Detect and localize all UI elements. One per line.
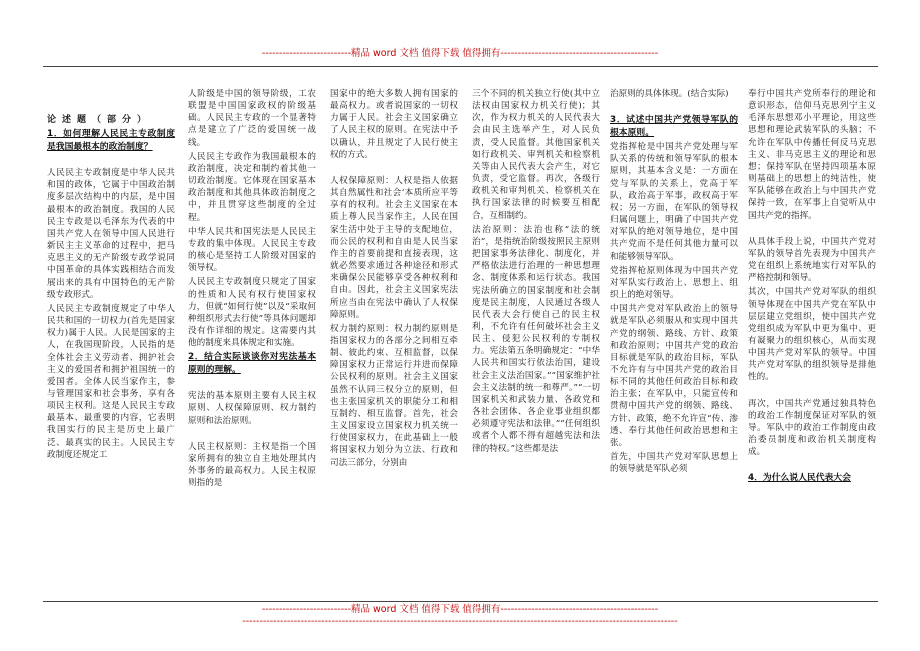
column-1 bbox=[47, 88, 175, 600]
paragraph: 党指挥枪是中国共产党处理与军队关系的传统和领导军队的根本原则，其基本含义是：一方面在党与军队的关系上，党高于军队，政治高于军事，政权高于军权；另一方面，在军队的领导权归属问题上，明确了中国共产党对军队的绝对领导地位，是中国共产党而不是任何其他力量可以和能够领导军队。 bbox=[610, 142, 738, 262]
bottom-banner: --------------------------精品 word 文档 值得下载 值得拥有---------------------------------------------- bbox=[261, 604, 659, 615]
spacer bbox=[188, 429, 316, 441]
spacer bbox=[47, 155, 175, 167]
paragraph: 人民民主专政制度是中华人民共和国的政体，它属于中国政治制度多层次结构中的内层，是中国最根本的政治制度。我国的人民民主专政是以毛泽东为代表的中国共产党人在领导中国人民进行新民主主义革命的过程中，把马克思主义的无产阶级专政学说同中国革命的具体实践相结合而发展出来的具有中国特色的无产阶级专政形式。 bbox=[47, 168, 175, 300]
paragraph: 人民民主专政作为我国最根本的政治制度，决定和制约着其他一切政治制度。它体现在国家基本政治制度和其他具体政治制度之中，并且贯穿这些制度的全过程。 bbox=[188, 151, 316, 223]
paragraph: 法治原则：法治也称“法的统治”，是指统治阶级按照民主原则把国家事务法律化、制度化，并严格依法进行治理的一种思想理念、制度体系和运行状态。我国宪法所确立的国家制度和社会制度是民主制度，人民通过各级人民代表大会行使自己的民主权利，不允许有任何破坏社会主义民主、侵犯公民权利的专制权力。宪法第五条明确规定：“中华人民共和国实行依法治国，建设社会主义法治国家。”“国家维护社会主义法制的统一和尊严。”“一切国家机关和武装力量、各政党和各社会团体、各企业事业组织都必须遵守宪法和法律。”“任何组织或者个人都不得有超越宪法和法律的特权。”这些都是法 bbox=[472, 224, 600, 454]
spacer bbox=[188, 378, 316, 390]
question-heading: 1．如何理解人民民主专政制度是我国最根本的政治制度？ bbox=[47, 129, 175, 152]
paragraph: 首先，中国共产党对军队思想上的领导就是军队必须 bbox=[610, 452, 738, 475]
paragraph: 三个不同的机关独立行使(其中立法权由国家权力机关行使)；其次，作为权力机关的人民代表大会由民主选举产生，对人民负责，受人民监督。其他国家机关如行政机关、审判机关和检察机关等由人民代表大会产生，对它负责，受它监督。再次，各级行政机关和审判机关、检察机关在执行国家法律的时候要互相配合，互相制约。 bbox=[472, 89, 600, 221]
paragraph: 人权保障原则：人权是指人依据其自然属性和社会‘本质所应平等享有的权利。社会主义国家在本质上尊人民当家作主，人民在国家生活中处于主导的支配地位，而公民的权利和自由是人民当家作主的首要前提和直接表现，这就必然要求通过各种途径和形式来确保公民能够享受各种权利和自由。因此，社会主义国家宪法所应当由在宪法中确认了人权保障原则。 bbox=[330, 175, 458, 320]
paragraph: 人阶级是中国的领导阶级，工农联盟是中国国家政权的阶级基础。人民民主专政的一个显著特点是建立了广泛的爱国统一战线。 bbox=[188, 89, 316, 148]
paragraph: 其次，中国共产党对军队的组织领导体现在中国共产党在军队中层层建立党组织，使中国共产党党组织成为军队中更为集中、更有凝聚力的组织核心，从而实现中国共产党对军队的领导。中国共产党对军队的组织领导是排他性的。 bbox=[748, 287, 876, 383]
paragraph: 再次，中国共产党通过独具特色的政治工作制度保证对军队的领导。军队中的政治工作制度由政治委员制度和政治机关制度构成。 bbox=[748, 398, 876, 458]
spacer bbox=[748, 460, 876, 472]
spacer bbox=[330, 163, 458, 175]
bottom-dash-line: ------------------------------------------------------------------------------------------------------------------------------- bbox=[242, 616, 678, 627]
paragraph: 中华人民共和国宪法是人民民主专政的集中体现。人民民主专政的核心是坚持工人阶级对国家的领导权。 bbox=[188, 226, 316, 274]
paragraph: 国家中的绝大多数人拥有国家的最高权力。或者说国家的一切权力属于人民。社会主义国家确立了人民主权的原则。在宪法中予以确认，并且规定了人民行使主权的方式。 bbox=[330, 89, 458, 160]
column-4 bbox=[472, 88, 600, 600]
question-heading: 2．结合实际谈谈你对宪法基本原则的理解。 bbox=[188, 352, 316, 375]
column-3 bbox=[330, 88, 458, 600]
column-6 bbox=[748, 88, 876, 600]
paragraph: 治原则的具体体现。(结合实际) bbox=[610, 89, 729, 99]
paragraph: 人民民主专政制度规定了中华人民共和国的一切权力(首先是国家权力)属于人民。人民是国家的主人，在我国现阶段，人民指的是全体社会主义劳动者、拥护社会主义的爱国者和拥护祖国统一的爱国者。全体人民当家作主，参与管理国家和社会事务，享有各项民主权利。这是人民民主专政最基本、最重要的内容，它表明我国实行的民主是历史上最广泛、最真实的民主。人民民主专政制度还规定工 bbox=[47, 303, 175, 460]
paragraph: 权力制约原则：权力制约原则是指国家权力的各部分之间相互牵制、彼此约束、互相监督，以保障国家权力正常运行并进而保障公民权利的原则。社会主义国家虽然不认同三权分立的原则，但也主张国家机关的职能分工和相互制约、相互监督。首先，社会主义国家设立国家权力机关统一行使国家权力，在此基础上一般将国家权力划分为立法、行政和司法三部分，分别由 bbox=[330, 323, 458, 468]
paragraph: 党指挥枪原则体现为中国共产党对军队实行政治上、思想上、组织上的绝对领导。 bbox=[610, 265, 738, 301]
paragraph: 中国共产党对军队政治上的领导就是军队必须服从和实现中国共产党的纲领、路线、方针、政策和政治原则；中国共产党的政治目标就是军队的政治目标，军队不允许有与中国共产党的政治目标不同的其他任何政治目标和政治主张；在军队中，只能宣传和贯彻中国共产党的纲领、路线、方针、政策，绝不允许宣“传、渗透、奉行其他任何政治思想和主张。 bbox=[610, 304, 738, 448]
paragraph: 人民主权原则：主权是指一个国家所拥有的独立自主地处理其内外事务的最高权力。人民主权原则指的是 bbox=[188, 441, 316, 489]
paragraph: 奉行中国共产党所奉行的理论和意识形态，信仰马克思列宁主义毛泽东思想邓小平理论，用这些思想和理论武装军队的头脑；不允许在军队中传播任何反马克思主义、非马克思主义的理论和思想；保持军队在坚持四项基本原则基础上的思想上的纯洁性，使军队能够在政治上与中国共产党保持一致，在军事上自觉听从中国共产党的指挥。 bbox=[748, 89, 876, 221]
paragraph: 宪法的基本原则主要有人民主权原则、人权保障原则、权力制约原则和法治原则。 bbox=[188, 391, 316, 426]
paragraph: 人民民主专政制度只规定了国家的性质和人民有权行使国家权力，但就“如何行使”以及“采取何种组织形式去行使”等具体问题却没有作详细的规定。这需要内其他的制度来具体规定和实施。 bbox=[188, 277, 316, 349]
spacer bbox=[610, 102, 738, 114]
top-banner: --------------------------精品 word 文档 值得下载 值得拥有---------------------------------------------- bbox=[261, 48, 659, 59]
question-heading: 4．为什么说人民代表大会 bbox=[748, 473, 851, 484]
bottom-rule bbox=[43, 601, 878, 602]
column-2 bbox=[188, 88, 316, 600]
spacer bbox=[748, 386, 876, 398]
section-title: 论述题（部分） bbox=[47, 115, 153, 125]
column-5 bbox=[610, 88, 738, 600]
top-rule bbox=[43, 66, 878, 67]
paragraph: 从具体手段上说，中国共产党对军队的领导首先表现为中国共产党在组织上系统地实行对军队的严格控制和领导。 bbox=[748, 236, 876, 284]
question-heading: 3．试述中国共产党领导军队的根本原则。 bbox=[610, 115, 738, 138]
spacer bbox=[748, 224, 876, 236]
